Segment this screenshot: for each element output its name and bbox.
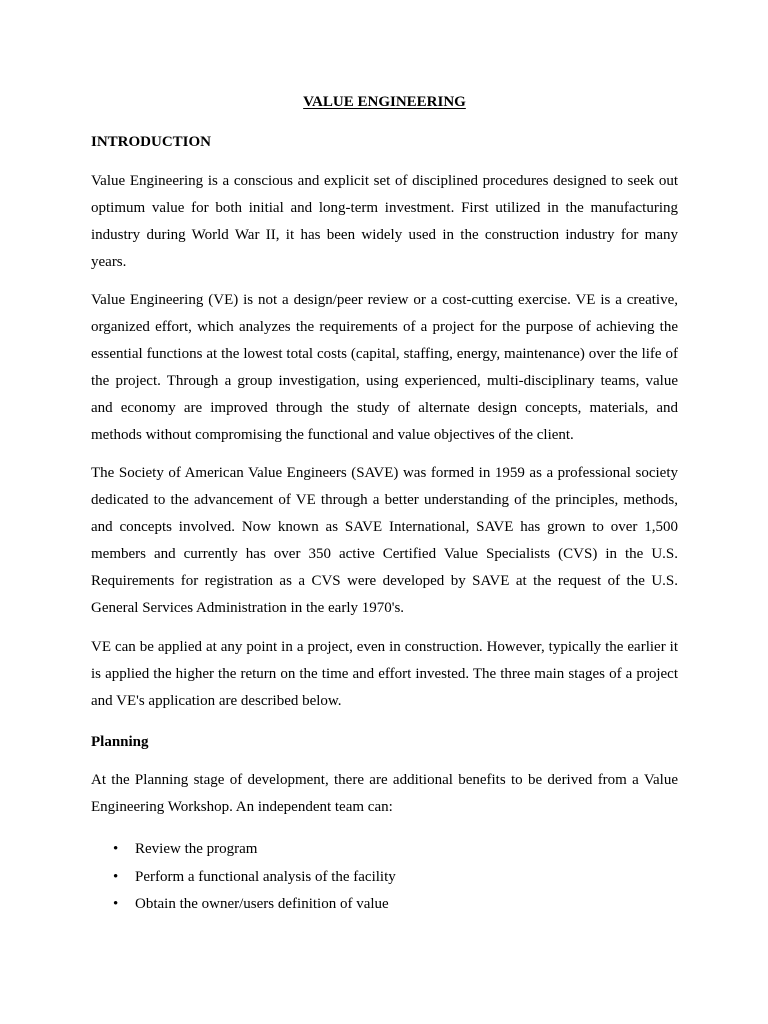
document-title bbox=[91, 91, 678, 113]
list-item bbox=[91, 891, 678, 919]
paragraph-intro-2: Value Engineering (VE) is not a design/peer review or a cost-cutting exercise. VE is a creative, organized effort, which analyzes the requirements of a project for the purpose of achieving the essential functions at the lowest total costs (capital, staffing, energy, maintenance) over the life of the project. Through a group investigation, using experienced, multi-disciplinary teams, value and economy are improved through the study of alternate design concepts, materials, and methods without compromising the functional and value objectives of the client. bbox=[91, 292, 678, 443]
list-item-text: Obtain the owner/users definition of value bbox=[135, 896, 389, 912]
list-item bbox=[91, 836, 678, 864]
section-heading-planning: Planning bbox=[91, 734, 149, 750]
bullet-icon: • bbox=[113, 896, 119, 912]
paragraph-intro-1: Value Engineering is a conscious and explicit set of disciplined procedures designed to seek out optimum value for both initial and long-term investment. First utilized in the manufacturing industry during World War II, it has been widely used in the construction industry for many years. bbox=[91, 173, 678, 270]
paragraph-planning-1: At the Planning stage of development, there are additional benefits to be derived from a Value Engineering Workshop. An independent team can: bbox=[91, 772, 678, 815]
document-title-text: VALUE ENGINEERING bbox=[303, 94, 466, 110]
list-item-text: Review the program bbox=[135, 841, 258, 857]
paragraph-intro-3: The Society of American Value Engineers (SAVE) was formed in 1959 as a professional society dedicated to the advancement of VE through a better understanding of the principles, methods, and concepts involved. Now known as SAVE International, SAVE has grown to over 1,500 members and currently has over 350 active Certified Value Specialists (CVS) in the U.S. Requirements for registration as a CVS were developed by SAVE at the request of the U.S. General Services Administration in the early 1970's. bbox=[91, 465, 678, 616]
list-item bbox=[91, 864, 678, 892]
planning-bullet-list bbox=[91, 836, 678, 919]
section-heading-introduction: INTRODUCTION bbox=[91, 134, 212, 150]
bullet-icon: • bbox=[113, 841, 119, 857]
bullet-icon: • bbox=[113, 868, 119, 885]
paragraph-intro-4: VE can be applied at any point in a project, even in construction. However, typically the earlier it is applied the higher the return on the time and effort invested. The three main stages of a project and VE's application are described below. bbox=[91, 639, 678, 709]
document-page bbox=[91, 0, 678, 1024]
list-item-text: Perform a functional analysis of the facility bbox=[135, 868, 396, 885]
